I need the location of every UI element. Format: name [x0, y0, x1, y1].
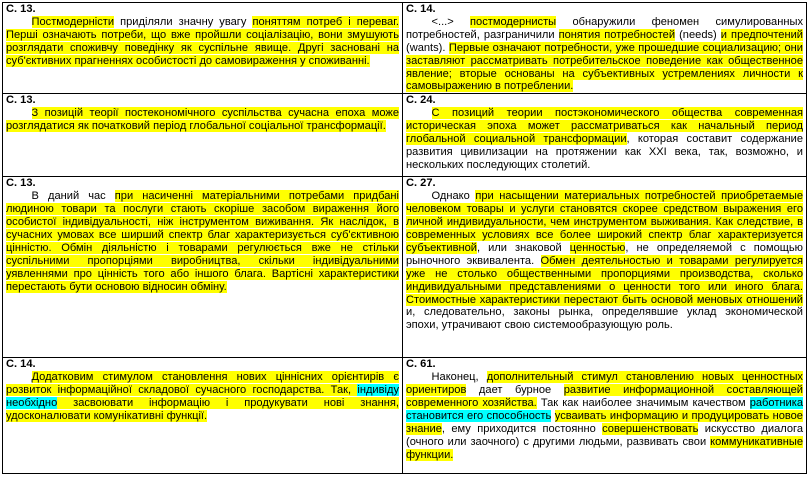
yellow-highlight: развитие информационной составляющей современного хозяйства.: [406, 384, 803, 410]
cell-text: [6, 190, 399, 293]
comparison-table: [2, 2, 807, 474]
table-row: [3, 177, 807, 358]
plain-text: обнаружили феномен симулированных потребностей, разграничили: [406, 15, 803, 41]
page-ref: С. 13.: [6, 177, 36, 190]
plain-text: дает бурное: [466, 384, 564, 397]
page-ref: С. 14.: [406, 3, 436, 15]
cell-text: [406, 16, 803, 93]
cell-text: [6, 107, 399, 133]
cell-text: [6, 371, 399, 423]
yellow-highlight: Постмодерністи: [31, 15, 115, 28]
plain-text: , ему приходится постоянно: [441, 422, 603, 435]
cell-ukrainian: [3, 3, 403, 94]
cell-ukrainian: [3, 358, 403, 474]
yellow-highlight: поняттям потреб і переваг. Перші означають потреби, що вже пройшли соціалізацію, вони змушують розглядати споживчу поведінку як суспільне явище. Другі засновані на суб'єктивних прагненнях особистості до самовираження у споживанні.: [6, 15, 399, 67]
plain-text: Наконец,: [431, 371, 487, 384]
yellow-highlight: засвоювати інформацію і продукувати нові знання, удосконалювати комунікативні функції.: [6, 397, 399, 422]
cell-russian: [403, 3, 807, 94]
yellow-highlight: Первые означают потребности, уже прошедшие социализацию; они заставляют рассматривать потребительское поведение как общественное явление;: [406, 41, 803, 80]
yellow-highlight: С позиций теории постэкономического общества современная историческая эпоха может рассматриваться как начальный период глобальной социальной трансформации: [406, 107, 803, 146]
cell-text: [406, 371, 803, 461]
table-body: [3, 3, 807, 474]
plain-text: , не определяемой с помощью рыночного эквивалента.: [406, 241, 803, 267]
plain-text: Однако: [431, 190, 476, 203]
page-ref: С. 27.: [406, 177, 436, 190]
plain-text: и, следовательно, законы рынка, определявшие уклад экономической эпохи, утрачивают свою системообразующую роль.: [406, 306, 803, 332]
cyan-highlight: індивіду необхідно: [6, 384, 399, 410]
yellow-highlight: Обмен деятельностью и товарами регулируется уже не столько общественными пропорциями производства, сколько индивидуальными представлениями о ценности того или иного блага. Стоимостные характеристики перестают быть основой меновых отношений: [406, 254, 803, 306]
table-row: [3, 3, 807, 94]
page-ref: С. 61.: [406, 358, 436, 371]
yellow-highlight: усваивать информацию и продуцировать новое знание: [406, 409, 803, 435]
yellow-highlight: понятия потребностей: [558, 28, 676, 41]
yellow-highlight: и предпочтений: [720, 28, 803, 41]
yellow-highlight: вторые основаны на субъективных устремлениях личности к самовыражению в потреблении.: [406, 67, 803, 93]
plain-text: В даний час: [31, 190, 115, 203]
yellow-highlight: дополнительный стимул становлению новых ценностных ориентиров: [406, 371, 803, 397]
yellow-highlight: при насиченні матеріальними потребами придбані людиною товари та послуги стають скоріше засобом вираження його особистої індивідуальності, ніж інструментом виживання. Як наслідок, в сучасних умовах все ширший спектр благ характеризується суб'єктивною цінністю. Обмін діяльністю і товарами регулюється вже не стільки суспільними пропорціями виробництва, скільки індивідуальними уявленнями про цінність того або іншого блага. Вартісні характеристики перестають бути основою відносин обміну.: [6, 190, 399, 293]
plain-text: Так как наиболее значимым качеством: [536, 397, 750, 410]
plain-text: (wants).: [406, 41, 449, 54]
yellow-highlight: постмодернисты: [470, 15, 557, 28]
plain-text: приділяли значну увагу: [114, 15, 253, 28]
plain-text: искусство диалога (очного или заочного) с другими людьми, развивать свои: [406, 422, 803, 448]
yellow-highlight: Додатковим стимулом становлення нових ціннісних орієнтирів є розвиток інформаційної складової сучасного господарства. Так,: [6, 371, 399, 397]
cell-russian: [403, 358, 807, 474]
page-ref: С. 13.: [6, 94, 36, 107]
plain-text: <...>: [431, 15, 471, 28]
cell-text: [6, 16, 399, 68]
cell-russian: [403, 177, 807, 358]
page-ref: С. 13.: [6, 3, 36, 15]
page-ref: С. 14.: [6, 358, 36, 371]
cell-ukrainian: [3, 94, 403, 177]
yellow-highlight: ценностью: [569, 241, 626, 254]
cell-russian: [403, 94, 807, 177]
plain-text: (needs): [675, 28, 721, 41]
cell-text: [406, 190, 803, 332]
yellow-highlight: коммуникативные функции.: [406, 435, 803, 461]
table-row: [3, 94, 807, 177]
yellow-highlight: совершенствовать: [602, 422, 699, 435]
yellow-highlight: З позицій теорії постекономічного суспільства сучасна епоха може розглядатися як початковий період глобальної соціальної трансформації.: [6, 107, 399, 133]
cyan-highlight: работника становится его способность: [406, 397, 803, 422]
cell-ukrainian: [3, 177, 403, 358]
page-ref: С. 24.: [406, 94, 436, 107]
plain-text: , или знаковой: [476, 241, 570, 254]
yellow-highlight: при насыщении материальных потребностей приобретаемые человеком товары и услуги становятся скорее средством выражения его личной индивидуальности, чем инструментом выживания. Как следствие, в современных условиях все более широкий спектр благ характеризуется субъективной: [406, 190, 804, 254]
cell-text: [406, 107, 803, 172]
table-row: [3, 358, 807, 474]
plain-text: , которая составит содержание развития цивилизации на протяжении как XXI века, так, возможно, и нескольких последующих столетий.: [406, 133, 803, 171]
